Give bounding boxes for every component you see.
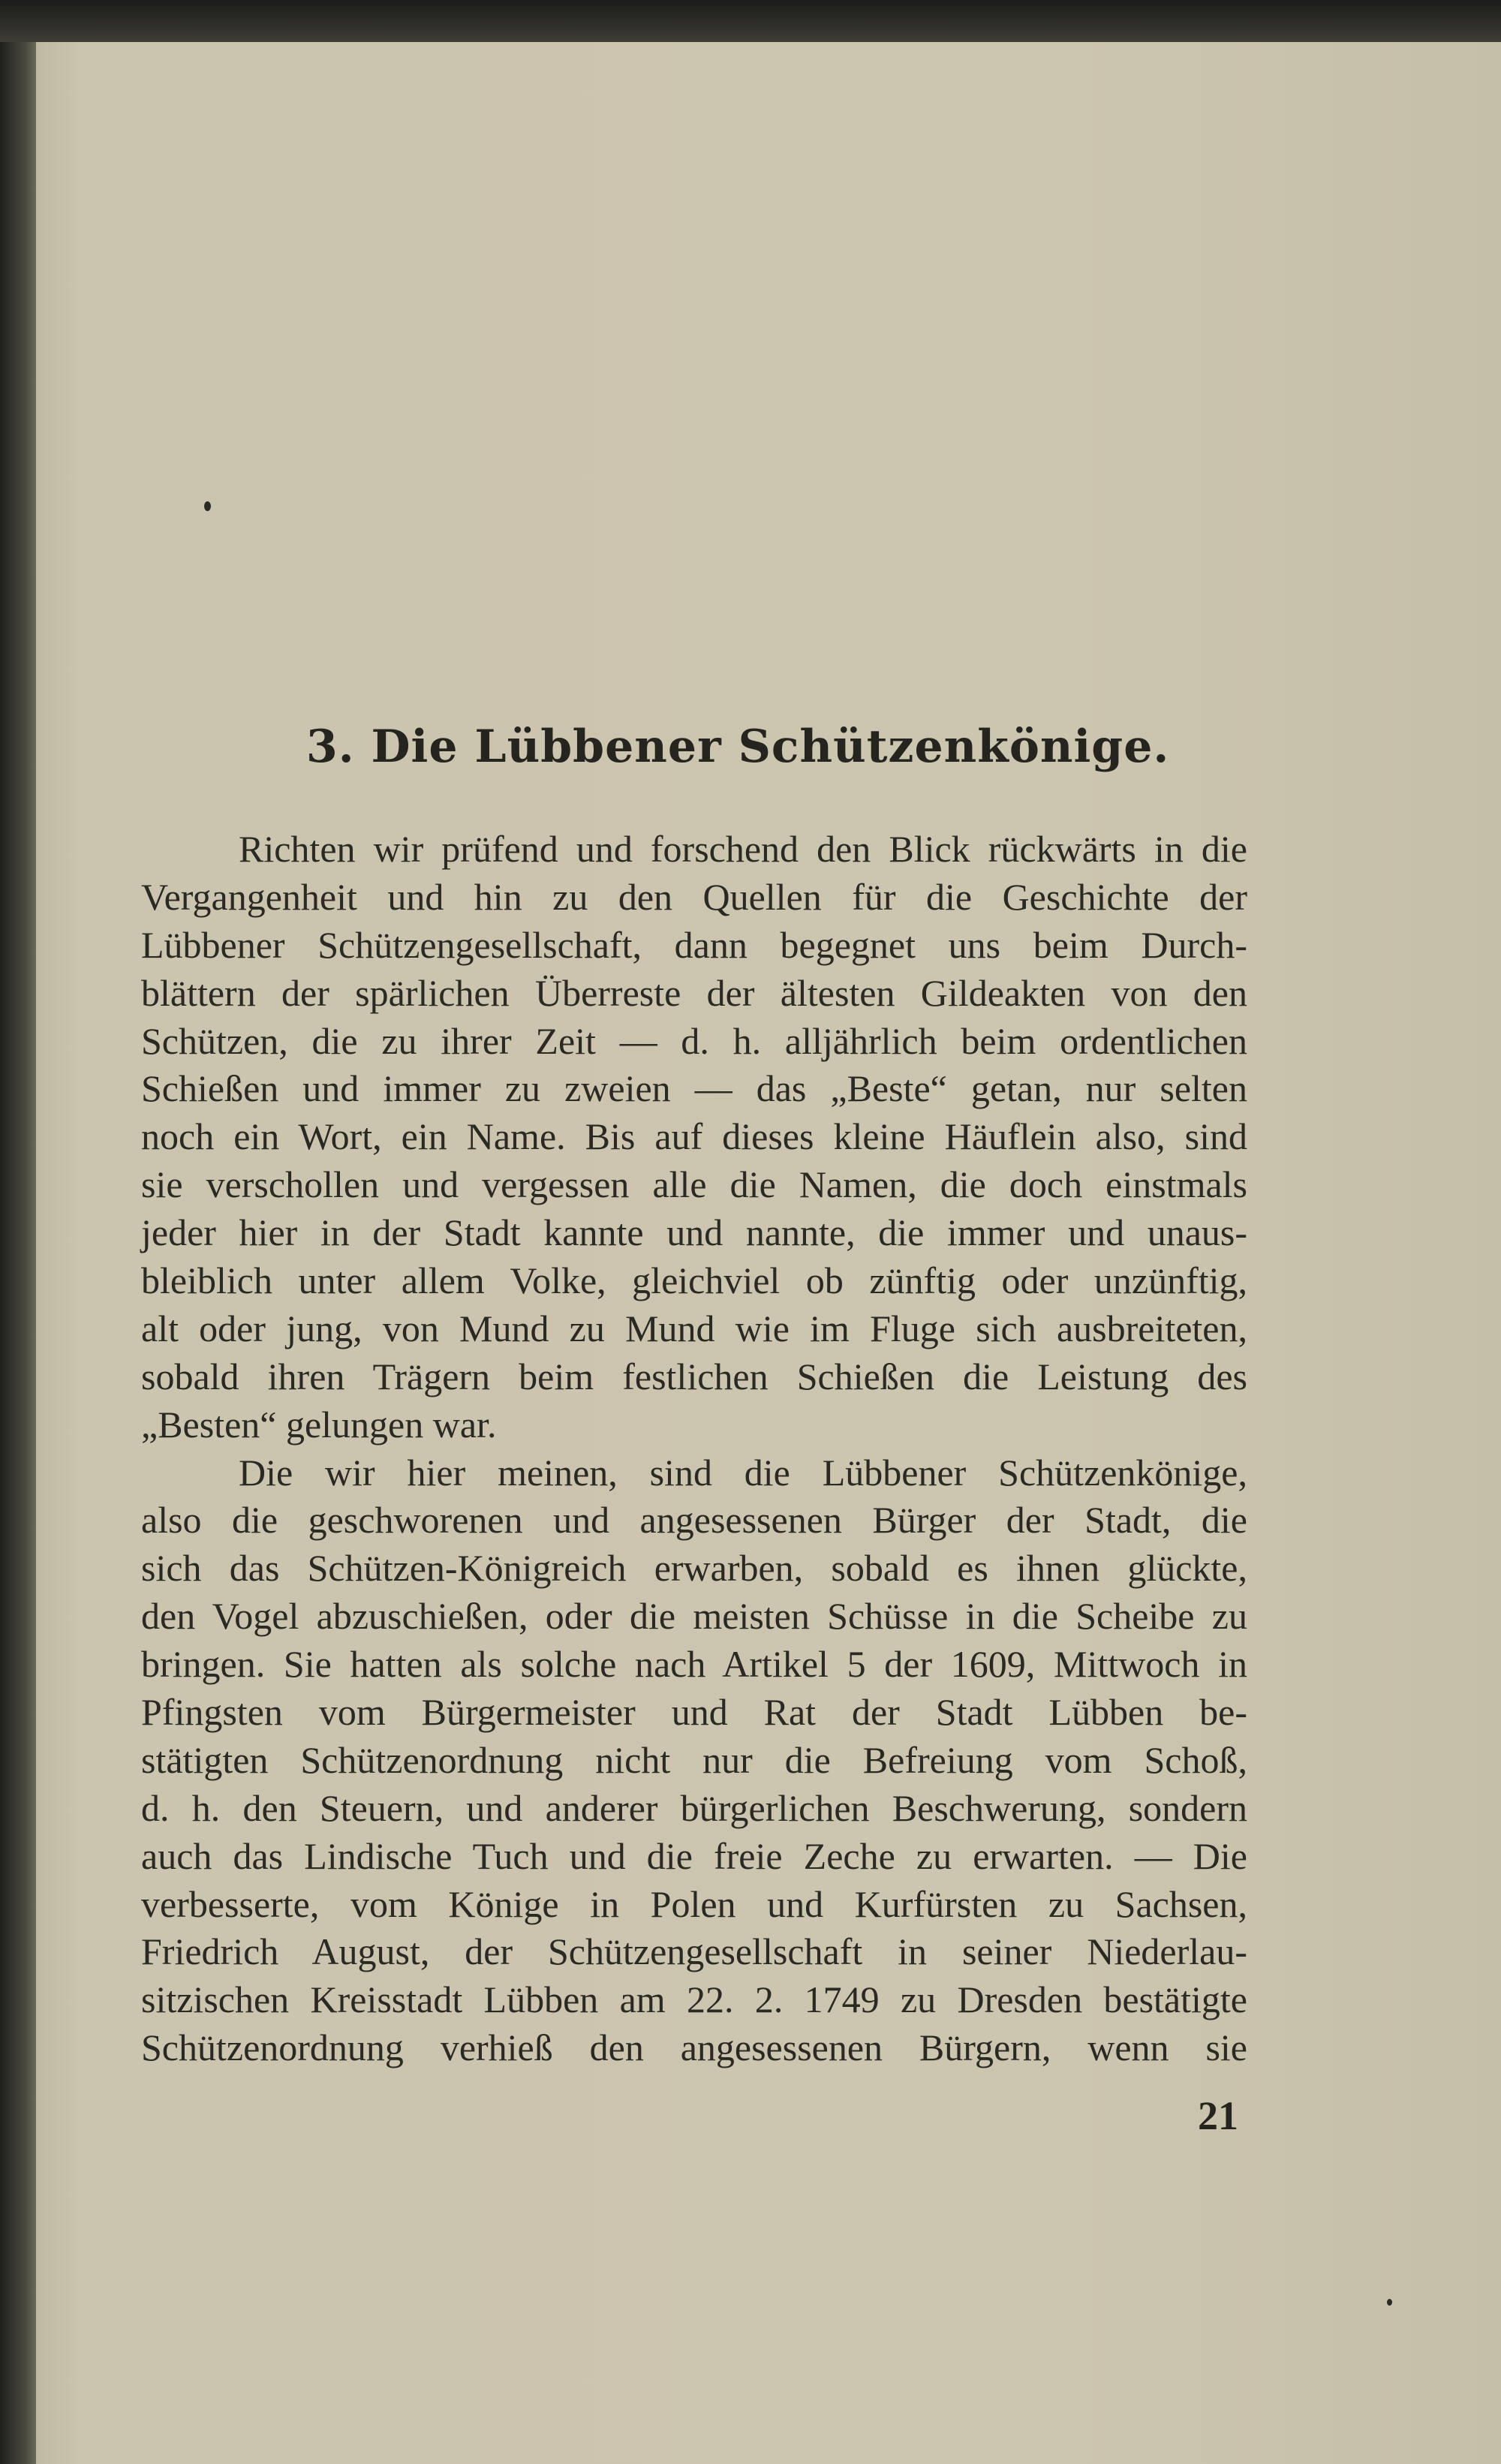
- text-line: d. h. den Steuern, und anderer bürgerlichen Beschwerung, sondern: [141, 1786, 1247, 1829]
- text-line: Schützenordnung verhieß den angesessenen Bürgern, wenn sie: [141, 2026, 1247, 2069]
- text-line: Schützen, die zu ihrer Zeit — d. h. alljährlich beim ordentlichen: [141, 1019, 1247, 1062]
- body-text: [141, 826, 1247, 2072]
- text-line: auch das Lindische Tuch und die freie Zeche zu erwarten. — Die: [141, 1834, 1247, 1877]
- text-line: noch ein Wort, ein Name. Bis auf dieses kleine Häuflein also, sind: [141, 1115, 1247, 1158]
- text-line: blättern der spärlichen Überreste der ältesten Gildeakten von den: [141, 971, 1247, 1014]
- text-line: Richten wir prüfend und forschend den Blick rückwärts in die: [239, 828, 1247, 870]
- text-line: Die wir hier meinen, sind die Lübbener Schützenkönige,: [239, 1451, 1247, 1494]
- text-line: bleiblich unter allem Volke, gleichviel ob zünftig oder unzünftig,: [141, 1259, 1247, 1302]
- text-line: sitzischen Kreisstadt Lübben am 22. 2. 1749 zu Dresden bestätigte: [141, 1978, 1247, 2021]
- text-line: „Besten“ gelungen war.: [141, 1403, 497, 1446]
- text-line: Vergangenheit und hin zu den Quellen für die Geschichte der: [141, 875, 1247, 918]
- ink-speck: [204, 501, 211, 511]
- ink-speck: [1387, 2299, 1392, 2306]
- scan-top-edge: [0, 0, 1501, 42]
- page-number: 21: [1198, 2093, 1238, 2138]
- text-line: den Vogel abzuschießen, oder die meisten Schüsse in die Scheibe zu: [141, 1595, 1247, 1638]
- text-line: verbesserte, vom Könige in Polen und Kurfürsten zu Sachsen,: [141, 1882, 1247, 1925]
- text-line: Pfingsten vom Bürgermeister und Rat der Stadt Lübben be-: [141, 1691, 1247, 1734]
- chapter-title: 3. Die Lübbener Schützenkönige.: [306, 721, 1170, 773]
- text-line: sich das Schützen-Königreich erwarben, sobald es ihnen glückte,: [141, 1547, 1247, 1590]
- text-line: Schießen und immer zu zweien — das „Beste“ getan, nur selten: [141, 1067, 1247, 1110]
- text-line: Friedrich August, der Schützengesellschaft in seiner Niederlau-: [141, 1930, 1247, 1973]
- text-line: alt oder jung, von Mund zu Mund wie im Fluge sich ausbreiteten,: [141, 1307, 1247, 1349]
- text-line: also die geschworenen und angesessenen Bürger der Stadt, die: [141, 1499, 1247, 1542]
- text-line: Lübbener Schützengesellschaft, dann begegnet uns beim Durch-: [141, 923, 1247, 966]
- text-line: stätigten Schützenordnung nicht nur die Befreiung vom Schoß,: [141, 1738, 1247, 1781]
- text-line: sie verschollen und vergessen alle die Namen, die doch einstmals: [141, 1163, 1247, 1206]
- book-spine-shadow: [0, 0, 36, 2464]
- text-line: bringen. Sie hatten als solche nach Artikel 5 der 1609, Mittwoch in: [141, 1643, 1247, 1686]
- text-line: sobald ihren Trägern beim festlichen Schießen die Leistung des: [141, 1355, 1247, 1397]
- text-line: jeder hier in der Stadt kannte und nannte, die immer und unaus-: [141, 1211, 1247, 1254]
